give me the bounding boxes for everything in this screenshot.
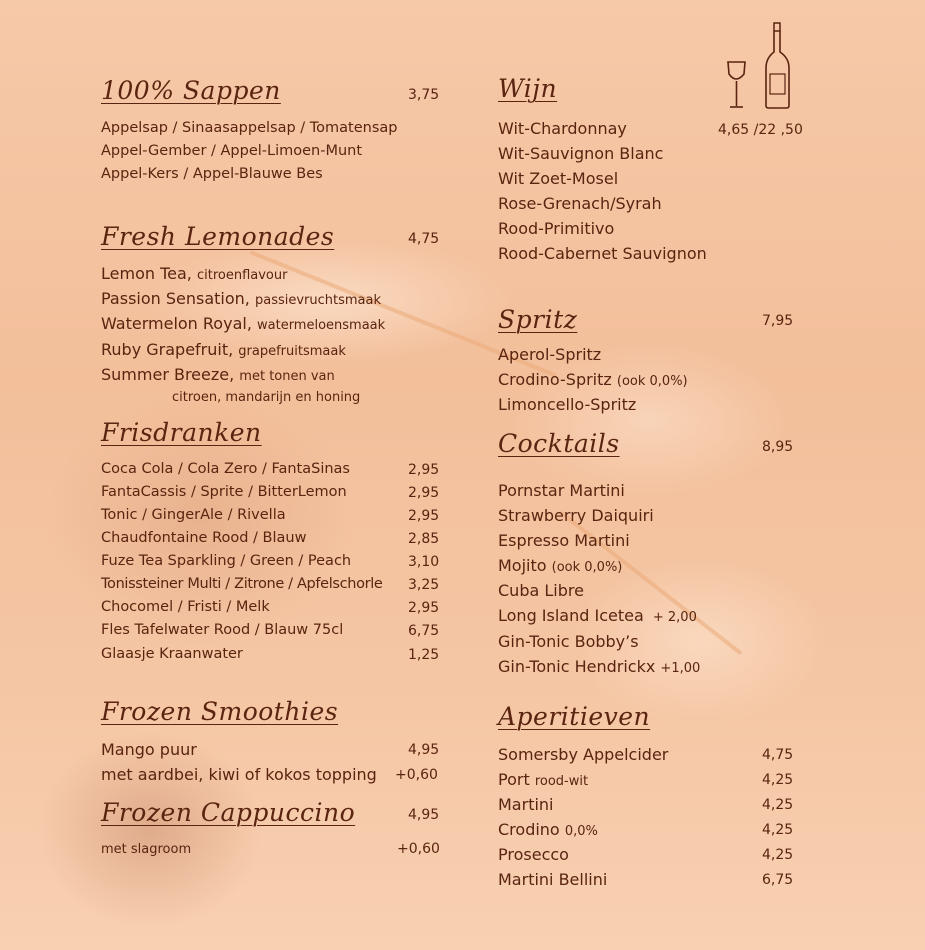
menu-item-name: FantaCassis / Sprite / BitterLemon [101,484,347,500]
menu-item-name: Crodino [498,820,560,839]
section-price-spritz: 7,95 [762,313,794,329]
menu-item: Rose-Grenach/Syrah [498,194,662,213]
menu-item [498,506,654,525]
menu-item-price: 6,75 [408,623,440,639]
section-price-wijn: 4,65 /22 ,50 [718,122,803,138]
menu-item-name: Tonic / GingerAle / Rivella [101,507,286,523]
menu-item-name: Long Island Icetea [498,606,644,625]
menu-item-price: 4,25 [762,847,794,863]
menu-item: Rood-Primitivo [498,219,615,238]
menu-item-price: 4,75 [762,747,794,763]
menu-item-price: 2,85 [408,531,440,547]
menu-item [101,289,381,308]
menu-item-name: Watermelon Royal, [101,314,252,333]
section-title-wijn: Wijn [498,74,558,103]
menu-item-price: 1,25 [408,647,440,663]
menu-item-name: Fles Tafelwater Rood / Blauw 75cl [101,622,344,638]
wine-bottle-icon [764,22,794,112]
menu-item-note: +1,00 [660,661,701,676]
menu-item-name: Martini Bellini [498,870,608,889]
menu-item-name: Chocomel / Fristi / Melk [101,599,270,615]
menu-item-name: Crodino-Spritz [498,370,612,389]
menu-item-description: met tonen van [239,369,335,384]
section-title-spritz: Spritz [498,305,578,334]
menu-item-note: 0,0% [564,824,598,839]
section-title-frisdranken: Frisdranken [101,418,262,447]
menu-item-name: Chaudfontaine Rood / Blauw [101,530,307,546]
menu-item-name: Mojito [498,556,547,575]
menu-item-price: 4,25 [762,772,794,788]
menu-item [498,481,625,500]
section-title-sappen: 100% Sappen [101,76,281,105]
menu-item-price: 2,95 [408,600,440,616]
menu-item-price: 2,95 [408,485,440,501]
menu-item-name: Gin-Tonic Bobby’s [498,632,639,651]
menu-item [498,745,668,764]
menu-item [101,314,385,333]
menu-item-name: Somersby Appelcider [498,745,669,764]
section-price-lemonades: 4,75 [408,231,440,247]
menu-item-price: 4,25 [762,822,794,838]
section-title-lemonades: Fresh Lemonades [101,222,335,251]
menu-item: Wit Zoet-Mosel [498,169,619,188]
menu-item-name: Prosecco [498,845,569,864]
menu-item-price: 3,10 [408,554,440,570]
menu-item [498,556,622,575]
section-title-cocktails: Cocktails [498,429,620,458]
menu-item-name: Limoncello-Spritz [498,395,637,414]
menu-item-description: grapefruitsmaak [238,344,346,359]
menu-item-price: 2,95 [408,508,440,524]
section-title-smoothies: Frozen Smoothies [101,697,339,726]
menu-item [498,531,630,550]
menu-item-name: Cuba Libre [498,581,584,600]
menu-item [498,395,636,414]
menu-item-price: 4,25 [762,797,794,813]
menu-item-price: 3,25 [408,577,440,593]
menu-item-name: met slagroom [101,842,192,857]
menu-item: Appel-Kers / Appel-Blauwe Bes [101,166,323,182]
section-title-cappuccino: Frozen Cappuccino [101,798,356,827]
menu-item [498,632,639,651]
menu-item-note: + 2,00 [652,610,697,625]
menu-item-name: Tonissteiner Multi / Zitrone / Apfelschorle [101,576,383,592]
menu-item-description: citroenflavour [196,268,288,283]
menu-item-price: 2,95 [408,462,440,478]
menu-item-name: Passion Sensation, [101,289,250,308]
menu-item [498,870,607,889]
menu-item-name: Summer Breeze, [101,365,235,384]
menu-item-note: (ook 0,0%) [551,560,623,575]
menu-item-name: Glaasje Kraanwater [101,646,243,662]
menu-item [498,770,588,789]
menu-item [101,365,335,384]
menu-item-name: Lemon Tea, [101,264,192,283]
menu-item-description: watermeloensmaak [257,318,386,333]
menu-item-name: Mango puur [101,740,197,759]
menu-item [498,345,601,364]
menu-item [498,581,584,600]
menu-item-name: Gin-Tonic Hendrickx [498,657,656,676]
menu-item [498,606,697,625]
menu-item-name: Pornstar Martini [498,481,625,500]
menu-item [498,820,598,839]
menu-item-price: 6,75 [762,872,794,888]
menu-item: Appelsap / Sinaasappelsap / Tomatensap [101,120,398,136]
menu-item-note: rood-wit [534,774,589,789]
menu-item [498,657,700,676]
menu-item-name: met aardbei, kiwi of kokos topping [101,765,377,784]
menu-item-name: Coca Cola / Cola Zero / FantaSinas [101,461,350,477]
menu-item-name: Ruby Grapefruit, [101,340,234,359]
menu-item-price: +0,60 [397,841,440,857]
menu-item-name: Martini [498,795,554,814]
menu-item-note: (ook 0,0%) [616,374,688,389]
section-price-cappuccino: 4,95 [408,807,440,823]
menu-item-name: Port [498,770,530,789]
menu-item: Rood-Cabernet Sauvignon [498,244,707,263]
menu-item [498,795,554,814]
menu-item-name: Aperol-Spritz [498,345,602,364]
menu-item-name: Fuze Tea Sparkling / Green / Peach [101,553,352,569]
section-price-cocktails: 8,95 [762,439,794,455]
menu-item: Appel-Gember / Appel-Limoen-Munt [101,143,363,159]
menu-item: Wit-Chardonnay [498,119,627,138]
menu-item-description: passievruchtsmaak [254,293,382,308]
menu-item: Wit-Sauvignon Blanc [498,144,664,163]
menu-item-price: +0,60 [395,767,438,783]
menu-item-description-continued: citroen, mandarijn en honing [172,390,361,405]
menu-item [101,264,287,283]
menu-item [498,370,688,389]
menu-item-name: Espresso Martini [498,531,630,550]
section-price-sappen: 3,75 [408,87,440,103]
section-title-aperitieven: Aperitieven [498,702,651,731]
menu-item-name: Strawberry Daiquiri [498,506,654,525]
menu-item [498,845,569,864]
menu-item-price: 4,95 [408,742,440,758]
menu-item [101,340,346,359]
